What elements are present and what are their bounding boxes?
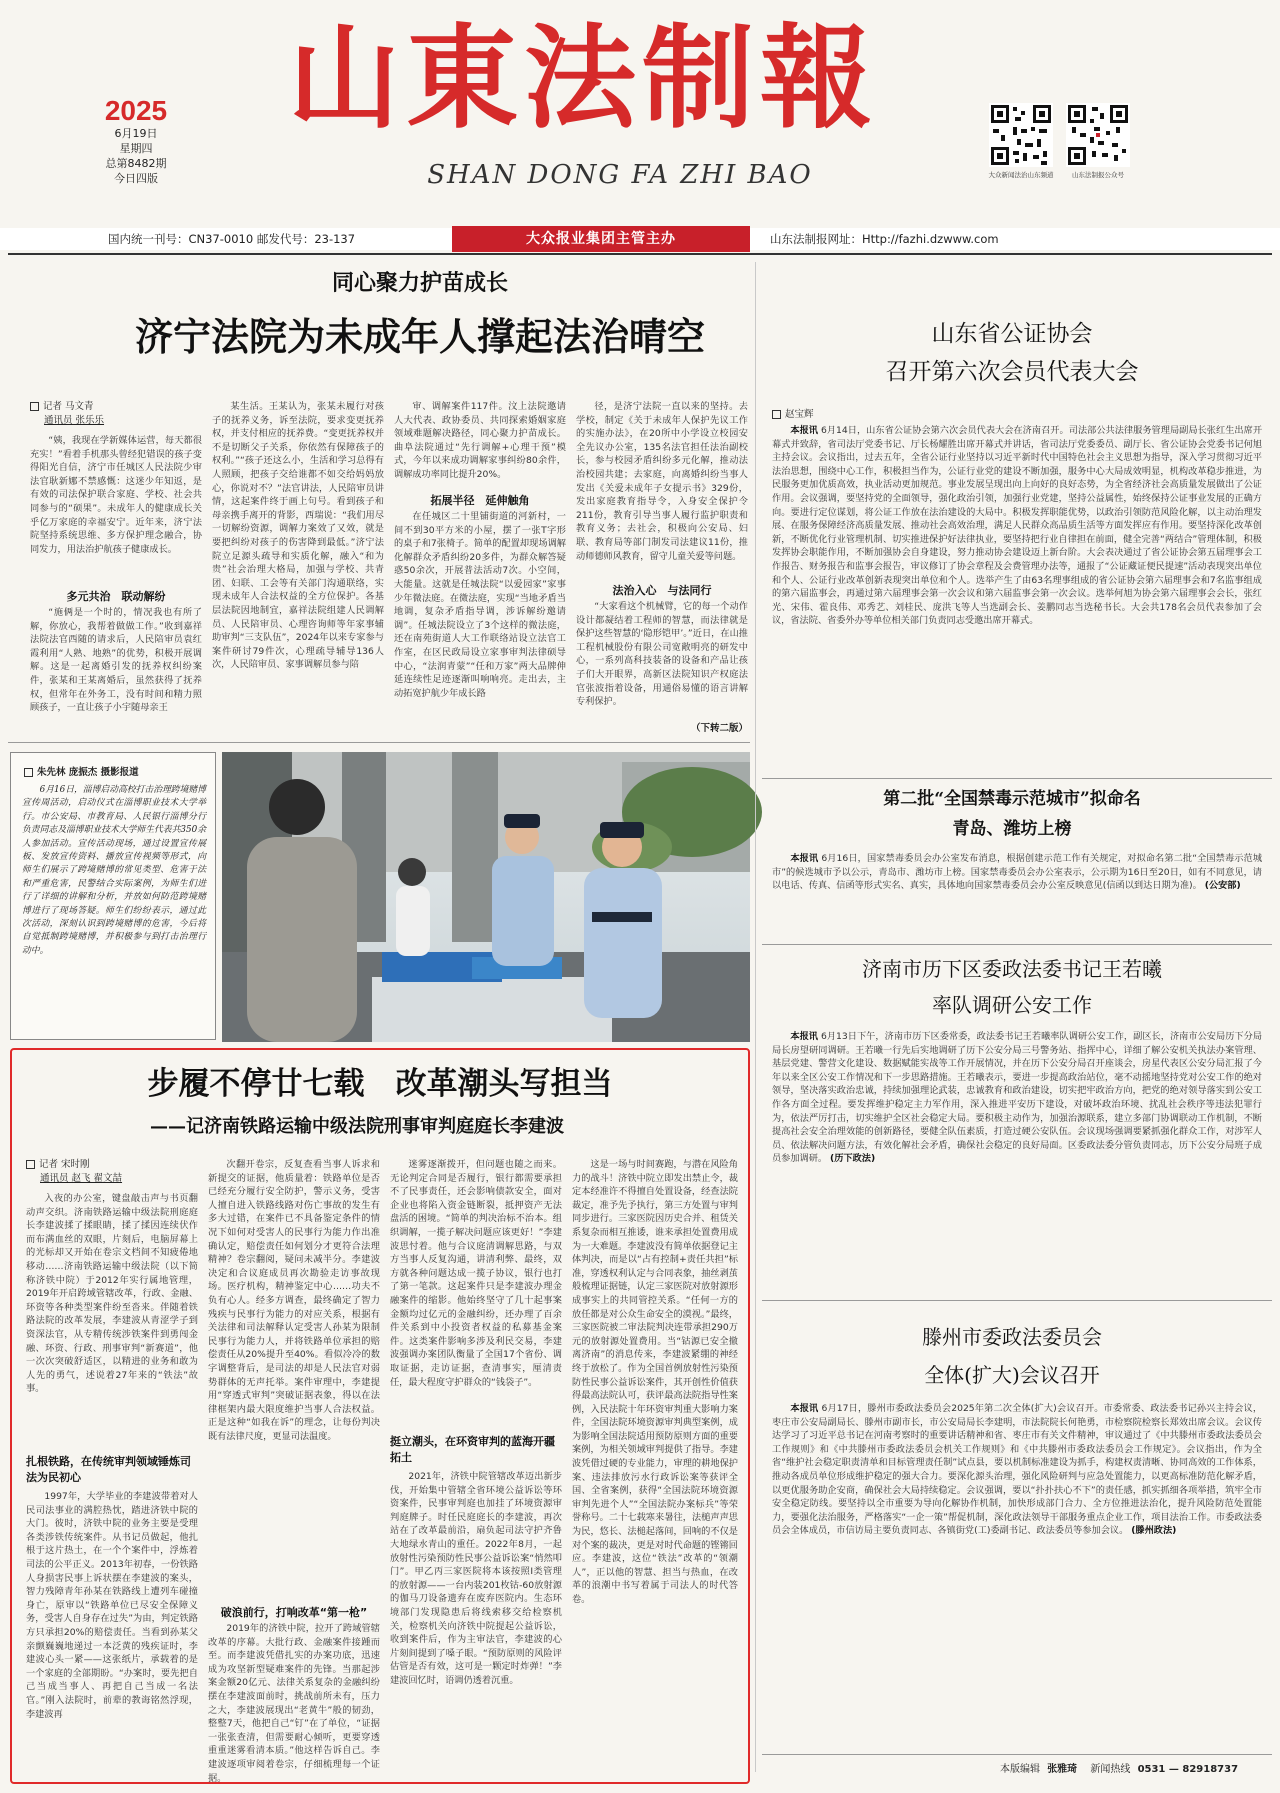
qr-code-news[interactable] (989, 103, 1053, 167)
qr-caption-wechat: 山东法制报公众号 (1072, 171, 1124, 179)
lead-headline: 济宁法院为未成年人撑起法治晴空 (134, 315, 705, 359)
feature-col2-paragraph-b: 2019年的济铁中院，拉开了跨域管辖改革的序幕。大批行政、金融案件接踵而至。而李建波凭借扎实的办案功底，迅速成为攻坚新型疑难案件的先锋。当那起涉案金额20亿元、法律关系复杂的金融纠纷摆在李建波面前时，挑战前所未有，压力之大，李建波展现出“老黄牛”般的韧劲，整整7天，他把自己“钉”在了单位，“证据一张张查清，但需要耐心倾听，更要穿透重重迷雾看清本质。”他这样告诉自己。李建波逐项审阅着卷宗，仔细梳理每一个证据。 (208, 1623, 380, 1784)
news3-source: (历下政法) (830, 1153, 876, 1165)
news3-title-line2: 率队调研公安工作 (932, 993, 1092, 1017)
footer-editor: 张雅琦 (1047, 1764, 1078, 1775)
photo-caption-paragraph: 6月16日，淄博启动高校打击治理跨境赌博宣传周活动，启动仪式在淄博职业技术大学举行。市公安局、市教育局、人民银行淄博分行负责同志及淄博职业技术大学师生代表共350余人参加活动。宣传活动现场，通过设置宣传展板、发放宣传资料、播放宣传视频等形式，向师生们展示了跨境赌博的常见类型、危害于法和严重危害，民警结合实际案例，为师生们进行了详细的讲解和分析，并放如何防范跨境赌博进行了现场答疑。师生们纷纷表示，通过此次活动，深刻认识到跨境赌博的危害，今后将自觉抵制跨境赌博，并积极参与到打击治理行动中。 (22, 785, 206, 956)
news3-title-line1: 济南市历下区委政法委书记王若曦 (862, 957, 1162, 981)
publication-code: 国内统一刊号：CN37-0010 邮发代号：23-137 (108, 232, 356, 246)
feature-col3-text-a (390, 1158, 562, 1428)
feature-reporter: 记者 宋时刚 (39, 1159, 90, 1170)
feature-headline: 步履不停廿七载 改革潮头写担当 (147, 1066, 613, 1102)
continued-note: （下转二版） (690, 723, 748, 734)
footer-phone-label: 新闻热线 (1090, 1764, 1131, 1775)
news3-paragraph (772, 1030, 1262, 1166)
footer-editor-label: 本版编辑 (1000, 1764, 1040, 1775)
feature-subheading-1: 扎根铁路，在传统审判领域锤炼司法为民初心 (26, 1455, 191, 1484)
lead-col3-text-b (394, 510, 566, 738)
lead-correspondent: 通讯员 张乐乐 (44, 415, 105, 426)
lead-reporter: 记者 马文青 (43, 401, 94, 412)
paper-title: 山東法制報 (288, 13, 878, 144)
footer-rule (762, 1754, 1272, 1755)
masthead (0, 0, 1280, 250)
news2-lead-tag: 本报讯 (790, 853, 819, 864)
feature-col4-text (572, 1158, 738, 1774)
lead-col3-paragraph-b: 在任城区二十里铺街道的河新村，一间不到30平方米的小屋，摆了一张T字形的桌子和7张椅子。简单的配置却现场调解化解群众矛盾纠纷20多件，为群众解答疑惑50余次，开展普法活动7次。小空间，大能量。这就是任城法院“以爱园家”家事少年微法庭。在微法庭，实现“当地矛盾当地调，复杂矛盾指导调，涉诉解纷邀请调”。任城法院设立了3个这样的微法庭，还在南苑街道人大工作联络站设立法官工作室，在区民政局设立家事审判法律硕导中心，“法润青蒙”“任和万家”两大品牌伸延连续性足迹逐渐叫响响亮。走出去，主动拓宽护航少年成长路 (394, 511, 566, 699)
photo-caption-text (22, 784, 206, 1034)
square-icon (24, 768, 33, 777)
lead-col4-text-b (576, 600, 748, 720)
news1-byline (772, 408, 972, 422)
news1-byline-text: 赵宝辉 (785, 409, 814, 420)
news1-lead-tag: 本报讯 (790, 425, 819, 436)
lead-col4-text-a (576, 400, 748, 578)
feature-subhead: ——记济南铁路运输中级法院刑事审判庭庭长李建波 (150, 1116, 564, 1137)
feature-col3-text-b (390, 1470, 562, 1774)
paper-pinyin: SHAN DONG FA ZHI BAO (427, 160, 813, 190)
feature-col1-paragraph-a: 入夜的办公室，键盘敲击声与书页翻动声交织。济南铁路运输中级法院刑庭庭长李建波揉了揉眼睛，揉了揉因连续伏作而布满血丝的双眼，片刻后，电脑屏幕上的光标却又开始在卷宗文档间不知疲倦地移动……济南铁路运输中级法院（以下简称济铁中院）于2012年实行属地管理，2019年开启跨域管辖改革，行政、金融、环资等各种类型案件纷至沓来。伴随着铁路法院的改革发展，李建波从青涩学子到资深法官，从专精传统涉铁案件到勇闯金融、环资、行政、刑事审判“新赛道”，他一次次突破舒适区，以精进的业务和敢为人先的勇气，述说着27年来的“铁法”故事。 (26, 1193, 198, 1395)
issue-number: 总第8482期 (105, 157, 167, 170)
right-rule-2 (762, 944, 1272, 945)
footer-phone: 0531 — 82918737 (1137, 1764, 1239, 1775)
news3-lead-tag: 本报讯 (790, 1031, 819, 1042)
feature-col1-paragraph-b: 1997年，大学毕业的李建波带着对人民司法事业的满腔热忱，踏进济铁中院的大门。彼时，济铁中院的业务主要是受理各类涉铁传统案件。从书记员做起，他扎根于这片热土，在一个个案件中，浮炼着司法的公平正义。2013年初春，一份铁路人身损害民事上诉状摆在李建波的案头，智力残障青年孙某在铁路线上遭列车碰撞身亡，原审以“铁路单位已尽安全保障义务，受害人自身存在过失”为由，判定铁路方只承担20%的赔偿责任。当看到孙某父亲颤巍巍地递过一本泛黄的残疾证时，李建波心头一紧——这张纸片，承载着的是一个家庭的全部期盼。“办案时，要先把自己当成当事人、再把自己当成一名法官。”刚入法院时，前辈的教诲铭然浮现，李建波再 (26, 1491, 198, 1720)
qr-code-wechat[interactable] (1066, 103, 1130, 167)
news2-body-text: 6月16日，国家禁毒委员会办公室发布消息，根据创建示范工作有关规定，对拟命名第二批“全国禁毒示范城市”的候选城市予以公示，青岛市、潍坊市上榜。国家禁毒委员会办公室表示，公示期为16日至20日，如有不同意见，请以电话、传真、信函等形式实名、真实，具体地向国家禁毒委员会办公室反映意见(信函以到达日期为准)。 (772, 853, 1263, 892)
lead-subheading-2: 拓展半径 延伸触角 (430, 494, 530, 507)
square-icon (30, 402, 39, 411)
feature-byline (26, 1158, 196, 1186)
lead-kicker: 同心聚力护苗成长 (331, 270, 508, 296)
news1-body (772, 424, 1262, 768)
news1-body-text: 6月14日，山东省公证协会第六次会员代表大会在济南召开。司法部公共法律服务管理局副局长张红生出席开幕式并致辞，省司法厅党委书记、厅长杨耀胜出席开幕式并讲话，省司法厅党委委员、副厅长、省公证协会党委书记何旭主持会议。会议指出，过去五年，全省公证行业坚持以习近平新时代中国特色社会主义思想为指导，深入学习贯彻习近平法治思想，围绕中心工作，积极担当作为，公证行业党的建设不断加强，服务中心大局成效明显，机构改革稳步推进，为民服务更加优质高效，执业活动更加规范。事业发展呈现出向上向好的良好态势，为全省经济社会高质量发展做出了公证作用。会议强调，要坚持党的全面领导，强化政治引领，加强行业党建，坚持公益属性，始终保持公证事业发展的正确方向。要进行定位谋划，将公证工作放在法治建设的大局中。积极发挥职能优势，以政治引领防范风险化解，以主动治理发展、在服务保障经济高质量发展、推动社会高效治理，满足人民群众高品质生活等方面发挥应有作用。要坚持深化改革创新，不断优化行业管理机制、切实推进保护好法律执业，要坚持把行业自律担在前面，健全完善“两结合”管理体制，积极发挥协会职能作用，不断加强协会自身建设，努力推动协会建设迈上新台阶。大会表决通过了省公证协会第五届理事会工作报告、财务报告和监事会报告，审议修订了协会章程及会费管理办法等，通报了“公证藏证便民提速”活动表现突出单位和个人、公证行业改革创新表现突出单位和个人。选举产生了由63名理事组成的省公证协会第六届理事会和7名监事组成的第六届监事会，再通过第六届理事会第一次会议和第六届监事会第一次会议。选举何旭为协会第六届理事会会长，张红光、宋伟、霍良伟、邓秀艺、刘桂民、庞洪飞等人当选副会长、姜鹏同志当选秘书长。大会共178名会员代表参加了会议，省法院、省委外办等单位相关部门负责同志受邀出席开幕式。 (772, 425, 1263, 627)
page-count: 今日四版 (114, 172, 158, 185)
news4-title-line2: 全体(扩大)会议召开 (924, 1363, 1100, 1387)
news4-paragraph (772, 1402, 1262, 1538)
feature-col1-text-a (26, 1192, 198, 1448)
news4-lead-tag: 本报讯 (790, 1403, 819, 1414)
news1-title-line2: 召开第六次会员代表大会 (885, 359, 1139, 385)
lead-col1-paragraph-a: “姨，我现在学新媒体运营，每天都很充实！”看着手机那头曾经犯错误的孩子变得阳光自信，济宁市任城区人民法院少审法官耿新娜不禁感慨：这迷少年知返，是有效的司法保护联合家庭、学校、社会共同参与的“硕果”。未成年人的健康成长关乎亿万家庭的幸福安宁。近年来，济宁法院坚持系统思维、多方保护理念融合，协同发力，用法治护航孩子健康成长。 (30, 435, 202, 555)
lead-col1-text-a (30, 434, 202, 584)
news2-source: (公安部) (1204, 880, 1241, 892)
news1-paragraph (772, 424, 1262, 628)
news-photo (222, 752, 750, 1042)
news3-body-text: 6月13日下午，济南市历下区委常委，政法委书记王若曦率队调研公安工作，副区长，济南市公安局历下分局局长房望研同调研。王若曦一行先后实地调研了历下公安分局三号警务站、指挥中心，详细了解公安机关执法办案管理、基层党建、警营文化建设、数据赋能实战等工作开展情况，并在历下公安分局召开座谈会，房星代表区公安分局汇报了今年以来全区公安工作情况和下一步思路措施。王若曦表示，要进一步提高政治站位，毫不动摇地坚持党对公安工作的绝对领导，坚决落实政治忠诚，持续加强理论武装，忠诚教育和政治建设，切实把牢政治方向，把党的绝对领导落实到公安工作各方面全过程。要发挥维护稳定主力军作用，深入推进平安历下建设，对破坏政治环境、扰乱社会秩序等违法犯罪行为，依法严厉打击，切实维护全区社会稳定大局。要积极主动作为，加强治源联系，建立多部门协调联动工作机制，不断提高社会安全治理效能的创新路径，要健全队伍素质，打造过硬公安队伍。会议现场强调要紧抓强化群众工作，对涉军人员、依法解决问题方法，有效化解社会矛盾，确保社会稳定的良好局面。区委政法委分管负责同志，历下公安分局班子成员参加调研。 (772, 1031, 1263, 1165)
square-icon (772, 410, 781, 419)
column-divider (755, 262, 756, 1772)
news4-source: (滕州政法) (1131, 1525, 1177, 1537)
feature-col4-paragraph: 这是一场与时间赛跑，与潜在风险角力的战斗！济铁中院立即发出禁止令，裁定本经准许不得擅自处置设备，经查法院裁定，准予先予执行，第三方处置与审判同步进行。三家医院因历史合并、租赁关系复杂而相互推诿，谁来承担处置费用成为一大难题。李建波没有简单依据登记主体判决，而是以“占有控制+责任共担”标准，穿透权利认定与合同表象，抽丝剥茧般梳理证据链，认定三家医院对放射源形成事实上的共同管控关系。“任何一方的放任都是对公众生命安全的漠视。”最终，三家医院被二审法院判决连带承担290万元的放射源处置费用。当“钴源已安全撤离济南”的消息传来，李建波紧绷的神经终于放松了。作为全国首例放射性污染预防性民事公益诉讼案件，其开创性价值获得最高法院认可，获评最高法院指导性案例，入民法院十年环资审判重大影响力案件，全国法院环境资源审判典型案例，成为影响全国法院适用预防原则方面的重要案例，为相关领域审判提供了指导。李建波凭借过硬的专业能力，审理的耕地保护案、违法排放污水行政诉讼案等获评全国、全省案例，获得“全国法院环境资源审判先进个人”“全国法院办案标兵”等荣誉称号。二十七载寒来暑往，法槌声声思为民，悠长、法槌起落间，回响的不仅是对个案的裁决，更是对时代命题的铿锵回应。李建波，这位“铁法”改革的“领潮人”，正以他的智慧、担当与热血，在改革的浪潮中书写着属于司法人的时代答卷。 (572, 1159, 738, 1605)
lead-col3-text-a (394, 400, 566, 488)
footer (1000, 1762, 1270, 1778)
lead-col3-paragraph-a: 审、调解案件117件。汶上法院邀请人大代表、政协委员、共同探索婚姻家庭领域难题解决路径，同心聚力护苗成长。曲阜法院通过“先行调解+心理干预”模式，今年以来成功调解家事纠纷80余件，调解成功率同比提升20%。 (394, 401, 566, 480)
lead-subheading-1: 多元共治 联动解纷 (66, 590, 166, 603)
feature-correspondent: 通讯员 赵飞 翟文喆 (40, 1173, 123, 1184)
feature-subheading-3: 挺立潮头，在环资审判的蓝海开疆拓土 (390, 1435, 555, 1464)
news2-body (772, 852, 1262, 936)
lead-col2-text (212, 400, 384, 738)
lead-col1-text-b (30, 606, 202, 738)
feature-col3-paragraph-b: 2021年，济铁中院管辖改革迈出新步伐，开始集中管辖全省环境公益诉讼等环资案件，民事审判庭也加挂了环境资源审判庭牌子。时任民庭庭长的李建波，再次站在了改革最前沿，扇负起司法守护齐鲁大地绿水青山的重任。2022年8月，一起放射性污染预防性民事公益诉讼案“悄然叩门”。甲乙丙三家医院将本该按照Ⅰ类管理的放射源——一台内装201枚钴-60放射源的伽马刀设备遗弃在废弃医院内。生态环境部门发现隐患后将线索移交给检察机关，检察机关向济铁中院提起公益诉讼，收到案件后，作为主审法官，李建波的心片刻间提到了嗓子眼。“预防原则的风险评估管是否有效，这可是一颗定时炸弹！”李建波回忆时，语调仍透着沉重。 (390, 1471, 562, 1686)
feature-col3-paragraph-a: 迷雾逐渐拨开，但问题也随之而来。无论判定合同是否履行，银行都需要承担不了民事责任，还会影响债款安全，面对企业也将陷入资金链断裂，抵押资产无法盘活的困境。“简单的判决治标不治本。组织调解，一揽子解决问题应该更好！”李建波思忖着。他与合议庭清调解思路，与双方当事人反复沟通，讲清利弊、最终，双方就各种问题达成一揽子协议，银行也打了第一笔款。这起案件只是李建波办理金融案件的缩影。他始终坚守了几十起事案金额均过亿元的金融纠纷，还办理了百余件关系到中小投资者权益的私募基金案件。这类案件影响多涉及利民交易，李建波强调办案团队衡量了全国17个省份、调取证据，走访证据，查清事实，厘清责任，最大程度守护群众的“钱袋子”。 (390, 1159, 562, 1388)
photo-byline (24, 766, 210, 780)
news1-title-line1: 山东省公证协会 (931, 321, 1093, 347)
publisher-banner (452, 226, 750, 252)
lead-col4-paragraph-a: 径，是济宁法院一直以来的坚持。去学校，制定《关于未成年人保护先议工作的实施办法》，在20所中小学设立校园安全先议办公室，135名法官担任法治副校长，参与校园矛盾纠纷多元化解，推动法治校园共建；去家庭，向离婚纠纷当事人发出《关爱未成年子女提示书》329份，发出家庭教育指导令，入身安全保护令211份，教育引导当事人履行监护职责和教育义务；去社会，积极向公安局、妇联、教育局等部门制发司法建议11份，推动师德师风教育，留守儿童关爱等问题。 (576, 401, 748, 562)
feature-col2-text-a (208, 1158, 380, 1598)
lead-col4-paragraph-b: “大家看这个机械臂，它的每一个动作设计都凝结着工程师的智慧，而法律就是保护这些智慧的‘隐形铠甲’。”近日，在山推工程机械股份有限公司宽敞明亮的研发中心，一系列高科技装备的设备和产品让孩子们大开眼界，高新区法院知识产权庭法官张波指着设备，用通俗易懂的语言讲解专利保护。 (576, 601, 748, 708)
date: 6月19日 (114, 127, 158, 140)
lead-col2-paragraph: 某生活。王某认为，张某未履行对孩子的抚养义务，诉至法院，要求变更抚养权，并支付相应的抚养费。“变更抚养权并不是切断父子关系，你依然有保障孩子的权利。”“孩子还这么小，生活和学习总得有人照顾，把孩子交给谁都不如交给妈妈放心，你说对不？”法官讲法，人民陪审员讲情，这起案件终于画上句号。看到孩子和母亲携手离开的背影，西瑞说：“我们用尽一切解纷资源，调解力案效了又效，就是要把纠纷对孩子的伤害降到最低。”济宁法院立足源头疏导和实质化解，融入“和为贵”社会治理大格局，加强与学校、共青团、妇联、工会等有关部门沟通联络，实现未成年人合法权益的全方位保护。各基层法院因地制宜，嘉祥法院组建人民调解员、人民陪审员、心理咨询师等年家事辅助审判“三支队伍”，2024年以来专家参与案件研讨79件次，心理疏导辅导136人次，人民陪审员、家事调解员参与陪 (212, 401, 384, 671)
right-rule-1 (762, 778, 1272, 779)
lead-byline (30, 400, 200, 428)
feature-subheading-2: 破浪前行，打响改革“第一枪” (220, 1606, 368, 1619)
lead-subheading-3: 法治入心 与法同行 (612, 584, 712, 597)
lead-bottom-rule (8, 742, 750, 743)
date-block (86, 96, 186, 186)
news2-title-line2: 青岛、潍坊上榜 (952, 819, 1072, 839)
qr-caption-news: 大众新闻法治山东频道 (988, 171, 1054, 179)
news2-paragraph (772, 852, 1262, 893)
publisher-banner-text: 大众报业集团主管主办 (526, 231, 676, 247)
news3-body (772, 1030, 1262, 1292)
news4-title-line1: 滕州市委政法委员会 (922, 1325, 1102, 1349)
right-rule-3 (762, 1300, 1272, 1301)
feature-col2-text-b (208, 1622, 380, 1784)
news2-title-line1: 第二批“全国禁毒示范城市”拟命名 (883, 789, 1141, 809)
photo-byline-text: 朱先林 庞振杰 摄影报道 (37, 767, 139, 778)
news4-body-text: 6月17日，滕州市委政法委员会2025年第二次全体(扩大)会议召开。市委常委、政法委书记孙兴主持会议，枣庄市公安局副局长、滕州市副市长，市公安局局长李建明，市法院院长何艳勇，市检察院检察长郑效出席会议。会议传达学习了习近平总书记在河南考察时的重要讲话精神和省、枣庄市有关文件精神，审议通过了《中共滕州市委政法委员会工作规则》和《中共滕州市委政法委员会机关工作规则》和《中共滕州市委政法委员会工作规定》。会议指出，作为全省“维护社会稳定职责清单和目标管理责任制”试点县，要以机制标准建设为抓手，构建权责清晰、协同高效的工作体系，推动各成员单位形成维护稳定的强大合力。要深化源头治理，强化风险研判与应急处置能力，以更高标准防范化解矛盾，以更优服务助企安商，确保社会大局持续稳定。会议强调，要以“扑扑扶心不下”的责任感，抓实抓细各项举措，筑牢全市安全稳定防线。要坚持以全市重要为导向化解协作机制，加快形成部门合力、全方位推进法治化，提升风险防范处置能力，要强化法治服务，严格落实“一企一策”帮促机制，深化政法领导干部服务重点企业工作，项目法治工作。市委政法委员会全体成员，市信访局主要负责同志、各镇街党(工)委副书记、政法委员等参加会议。 (772, 1403, 1263, 1537)
masthead-rule (8, 253, 1272, 255)
square-icon (26, 1160, 35, 1169)
feature-col2-paragraph-a: 次翻开卷宗，反复查看当事人诉求和新提交的证据，他质量着：铁路单位是否已经充分履行安全防护，警示义务，受害人擅自进入铁路线路对伤亡事故的发生有多大过错，在案件已不具备鉴定条件的情况下如何对受害人的民事行为能力作出准确认定，赔偿责任如何划分才更符合法理精神？卷宗翻阅，疑问未减半分。李建波决定和合议庭成员再次勘验走访事故现场。医疗机构，精神鉴定中心……功夫不负有心人。经多方调查，最终确定了智力残疾与民事行为能力的对应关系，根据有关法律和司法解释认定受害人孙某为限制民事行为能力人，并将铁路单位承担的赔偿责任从20%提升至40%。看似冷冷的数字调整背后，是司法的却是人民法官对弱势群体的无声托举。案件审理中，李建提用“穿透式审判”突破证据表象，得以在法律框架内最大限度维护当事人合法权益。正是这种“如我在诉”的理念，让每份判决既有法律尺度，更显司法温度。 (208, 1159, 380, 1442)
news4-body (772, 1402, 1262, 1748)
year: 2025 (104, 95, 168, 126)
feature-col1-text-b (26, 1490, 198, 1774)
weekday: 星期四 (119, 142, 153, 155)
website-url[interactable]: 山东法制报网址：Http://fazhi.dzwww.com (770, 232, 999, 246)
lead-col1-paragraph-b: “施俩是一个时的，情况我也有所了解，你放心，我帮着做做工作。”收到嘉祥法院法官西随的请求后，人民陪审员袁红霞利用“人熟、地熟”的优势，积极开展调解。这是一起离婚引发的抚养权纠纷案件，张某和王某离婚后，虽然获得了抚养权，但常年在外务工，没有时间和精力照顾孩子，一直让孩子小宇随母亲王 (30, 607, 202, 714)
